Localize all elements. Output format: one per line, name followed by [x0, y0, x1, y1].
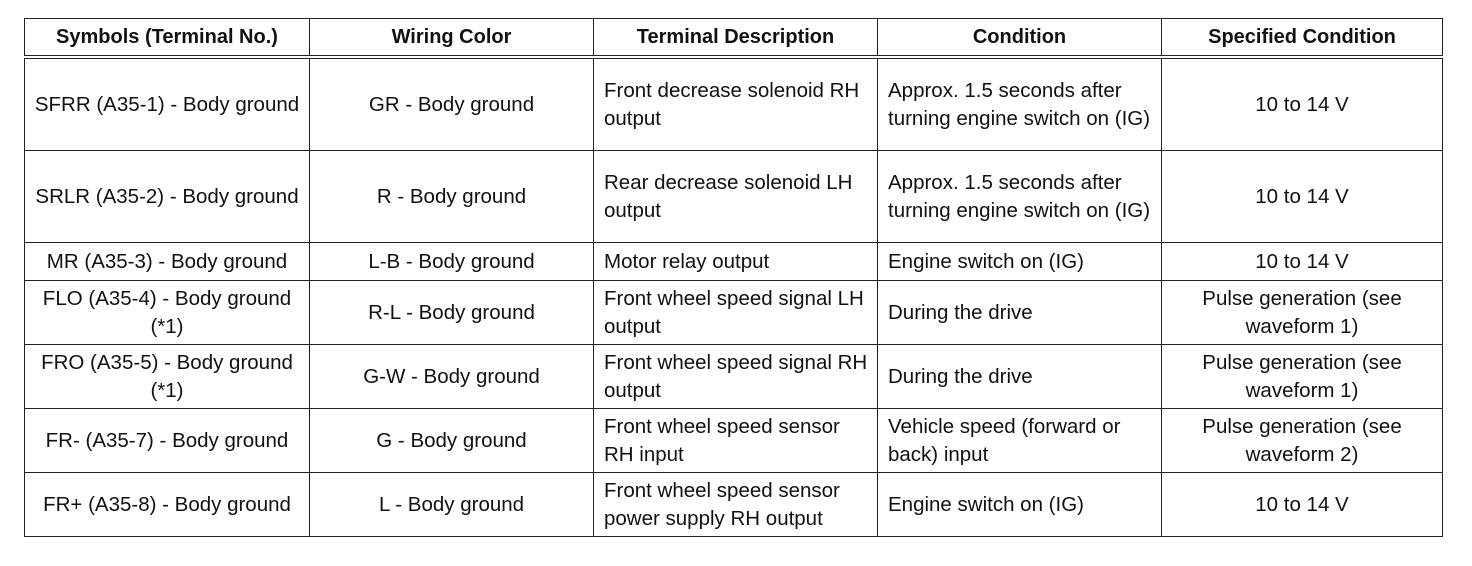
header-symbols: Symbols (Terminal No.) [25, 19, 310, 58]
cell-terminal-description: Rear decrease solenoid LH output [594, 151, 878, 243]
cell-specified-condition: Pulse generation (see waveform 1) [1162, 281, 1443, 345]
cell-condition: During the drive [878, 281, 1162, 345]
cell-specified-condition: 10 to 14 V [1162, 57, 1443, 151]
table-row [25, 281, 1443, 345]
cell-specified-condition: Pulse generation (see waveform 1) [1162, 345, 1443, 409]
table-row [25, 57, 1443, 151]
cell-symbol: FRO (A35-5) - Body ground (*1) [25, 345, 310, 409]
cell-wiring-color: G-W - Body ground [310, 345, 594, 409]
cell-symbol: FR+ (A35-8) - Body ground [25, 473, 310, 537]
cell-wiring-color: G - Body ground [310, 409, 594, 473]
table-row [25, 345, 1443, 409]
cell-wiring-color: R - Body ground [310, 151, 594, 243]
cell-wiring-color: L-B - Body ground [310, 243, 594, 281]
cell-specified-condition: Pulse generation (see waveform 2) [1162, 409, 1443, 473]
header-specified-condition: Specified Condition [1162, 19, 1443, 58]
cell-condition: Approx. 1.5 seconds after turning engine switch on (IG) [878, 151, 1162, 243]
cell-specified-condition: 10 to 14 V [1162, 473, 1443, 537]
cell-wiring-color: R-L - Body ground [310, 281, 594, 345]
cell-condition: Approx. 1.5 seconds after turning engine switch on (IG) [878, 57, 1162, 151]
cell-terminal-description: Motor relay output [594, 243, 878, 281]
cell-condition: Engine switch on (IG) [878, 473, 1162, 537]
cell-symbol: FLO (A35-4) - Body ground (*1) [25, 281, 310, 345]
table-row [25, 243, 1443, 281]
cell-specified-condition: 10 to 14 V [1162, 243, 1443, 281]
cell-condition: During the drive [878, 345, 1162, 409]
table-row [25, 473, 1443, 537]
header-terminal-description: Terminal Description [594, 19, 878, 58]
cell-symbol: MR (A35-3) - Body ground [25, 243, 310, 281]
cell-specified-condition: 10 to 14 V [1162, 151, 1443, 243]
table-header [25, 19, 1443, 58]
cell-terminal-description: Front wheel speed sensor power supply RH output [594, 473, 878, 537]
cell-symbol: SRLR (A35-2) - Body ground [25, 151, 310, 243]
cell-terminal-description: Front decrease solenoid RH output [594, 57, 878, 151]
cell-condition: Vehicle speed (forward or back) input [878, 409, 1162, 473]
cell-symbol: FR- (A35-7) - Body ground [25, 409, 310, 473]
header-row [25, 19, 1443, 58]
cell-terminal-description: Front wheel speed signal RH output [594, 345, 878, 409]
cell-symbol: SFRR (A35-1) - Body ground [25, 57, 310, 151]
cell-terminal-description: Front wheel speed signal LH output [594, 281, 878, 345]
header-wiring-color: Wiring Color [310, 19, 594, 58]
table-row [25, 409, 1443, 473]
terminal-spec-table [24, 18, 1443, 537]
header-condition: Condition [878, 19, 1162, 58]
cell-condition: Engine switch on (IG) [878, 243, 1162, 281]
terminal-spec-table-container [24, 18, 1442, 537]
table-body [25, 57, 1443, 537]
cell-wiring-color: L - Body ground [310, 473, 594, 537]
cell-wiring-color: GR - Body ground [310, 57, 594, 151]
table-row [25, 151, 1443, 243]
cell-terminal-description: Front wheel speed sensor RH input [594, 409, 878, 473]
